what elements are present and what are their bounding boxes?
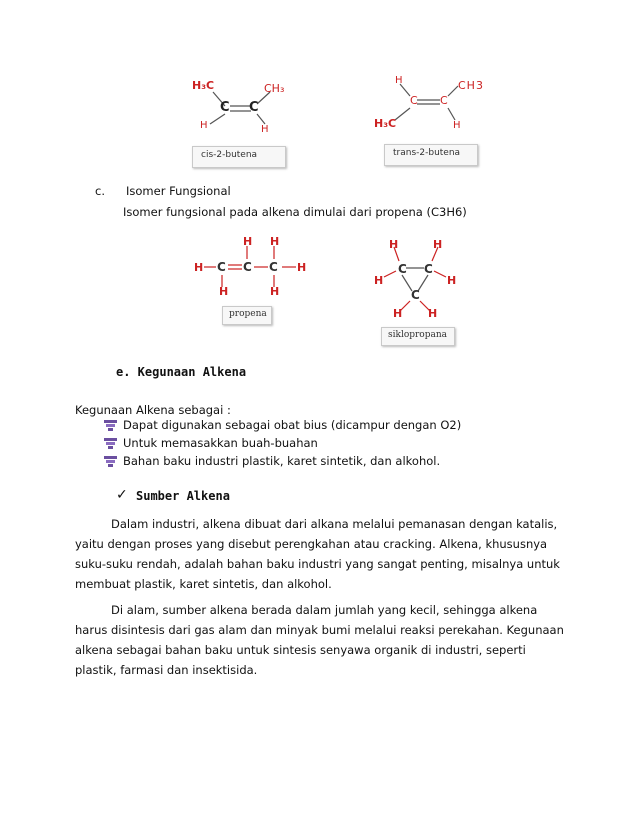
siklo-h-left: H bbox=[374, 274, 384, 287]
paragraph-text: Di alam, sumber alkena berada dalam jumlah yang kecil, sehingga alkena harus disintesis dari gas alam dan minyak bumi melalui reaksi perekahan. Kegunaan alkena sebagai bahan baku untuk sintesis senyawa organik di industri, seperti plastik, farmasi dan insektisida. bbox=[75, 603, 564, 677]
list-item bbox=[104, 418, 461, 432]
section-c-title: Isomer Fungsional bbox=[126, 184, 231, 198]
section-c-description: Isomer fungsional pada alkena dimulai dari propena (C3H6) bbox=[123, 205, 467, 219]
propena-c3: C bbox=[269, 260, 278, 274]
bullet-icon bbox=[104, 438, 117, 449]
propena-h-top2: H bbox=[270, 235, 280, 248]
trans-h-bottom-label: H bbox=[453, 120, 461, 131]
propena-c2: C bbox=[243, 260, 252, 274]
cis-caption: cis-2-butena bbox=[192, 146, 286, 168]
propena-h-bottom1: H bbox=[219, 285, 229, 298]
propena-h-right: H bbox=[297, 261, 307, 274]
bullet-icon bbox=[104, 456, 117, 467]
trans-h3c-label: H₃C bbox=[374, 117, 397, 130]
cis-h1-label: H bbox=[200, 120, 208, 131]
cis-c1-label: C bbox=[220, 100, 230, 115]
trans-ch3-label: CH3 bbox=[458, 79, 484, 92]
paragraph-text: Dalam industri, alkena dibuat dari alkana melalui pemanasan dengan katalis, yaitu dengan proses yang disebut perengkahan atau cracking. Alkena, khususnya suku-suku rendah, adalah bahan baku industri yang sangat penting, misalnya untuk membuat plastik, karet sintetis, dan alkohol. bbox=[75, 517, 560, 591]
siklo-c-left: C bbox=[398, 262, 407, 276]
list-item bbox=[104, 454, 440, 468]
siklo-h-bottom-right: H bbox=[428, 307, 438, 320]
siklo-h-top-left: H bbox=[389, 238, 399, 251]
trans-caption: trans-2-butena bbox=[384, 144, 478, 166]
bullet-text: Bahan baku industri plastik, karet sintetik, dan alkohol. bbox=[123, 454, 441, 468]
list-item bbox=[104, 436, 318, 450]
section-e-heading: e. Kegunaan Alkena bbox=[116, 365, 247, 379]
sumber-heading: Sumber Alkena bbox=[136, 489, 230, 503]
siklopropana-caption: siklopropana bbox=[381, 327, 455, 346]
section-e-intro: Kegunaan Alkena sebagai : bbox=[75, 403, 231, 417]
siklo-c-right: C bbox=[424, 262, 433, 276]
propena-caption: propena bbox=[222, 306, 272, 325]
checkmark-icon: ✓ bbox=[116, 487, 128, 503]
siklo-h-top-right: H bbox=[433, 238, 443, 251]
siklo-c-bottom: C bbox=[411, 288, 420, 302]
trans-c1-label: C bbox=[410, 94, 418, 107]
cis-ch3-label: CH₃ bbox=[264, 82, 285, 95]
sumber-paragraph-1 bbox=[75, 514, 565, 594]
siklo-h-right: H bbox=[447, 274, 457, 287]
propena-h-top1: H bbox=[243, 235, 253, 248]
bullet-icon bbox=[104, 420, 117, 431]
propena-h-bottom2: H bbox=[270, 285, 280, 298]
propena-c1: C bbox=[217, 260, 226, 274]
section-c-letter: c. bbox=[95, 184, 105, 198]
bullet-text: Dapat digunakan sebagai obat bius (dicampur dengan O2) bbox=[123, 418, 462, 432]
propena-h-left: H bbox=[194, 261, 204, 274]
cis-h3c-label: H₃C bbox=[192, 79, 215, 92]
siklo-h-bottom-left: H bbox=[393, 307, 403, 320]
cis-h2-label: H bbox=[261, 124, 269, 135]
trans-c2-label: C bbox=[440, 94, 448, 107]
bullet-text: Untuk memasakkan buah-buahan bbox=[123, 436, 318, 450]
trans-h-top-label: H bbox=[395, 75, 403, 86]
sumber-paragraph-2 bbox=[75, 600, 565, 680]
cis-c2-label: C bbox=[249, 100, 259, 115]
